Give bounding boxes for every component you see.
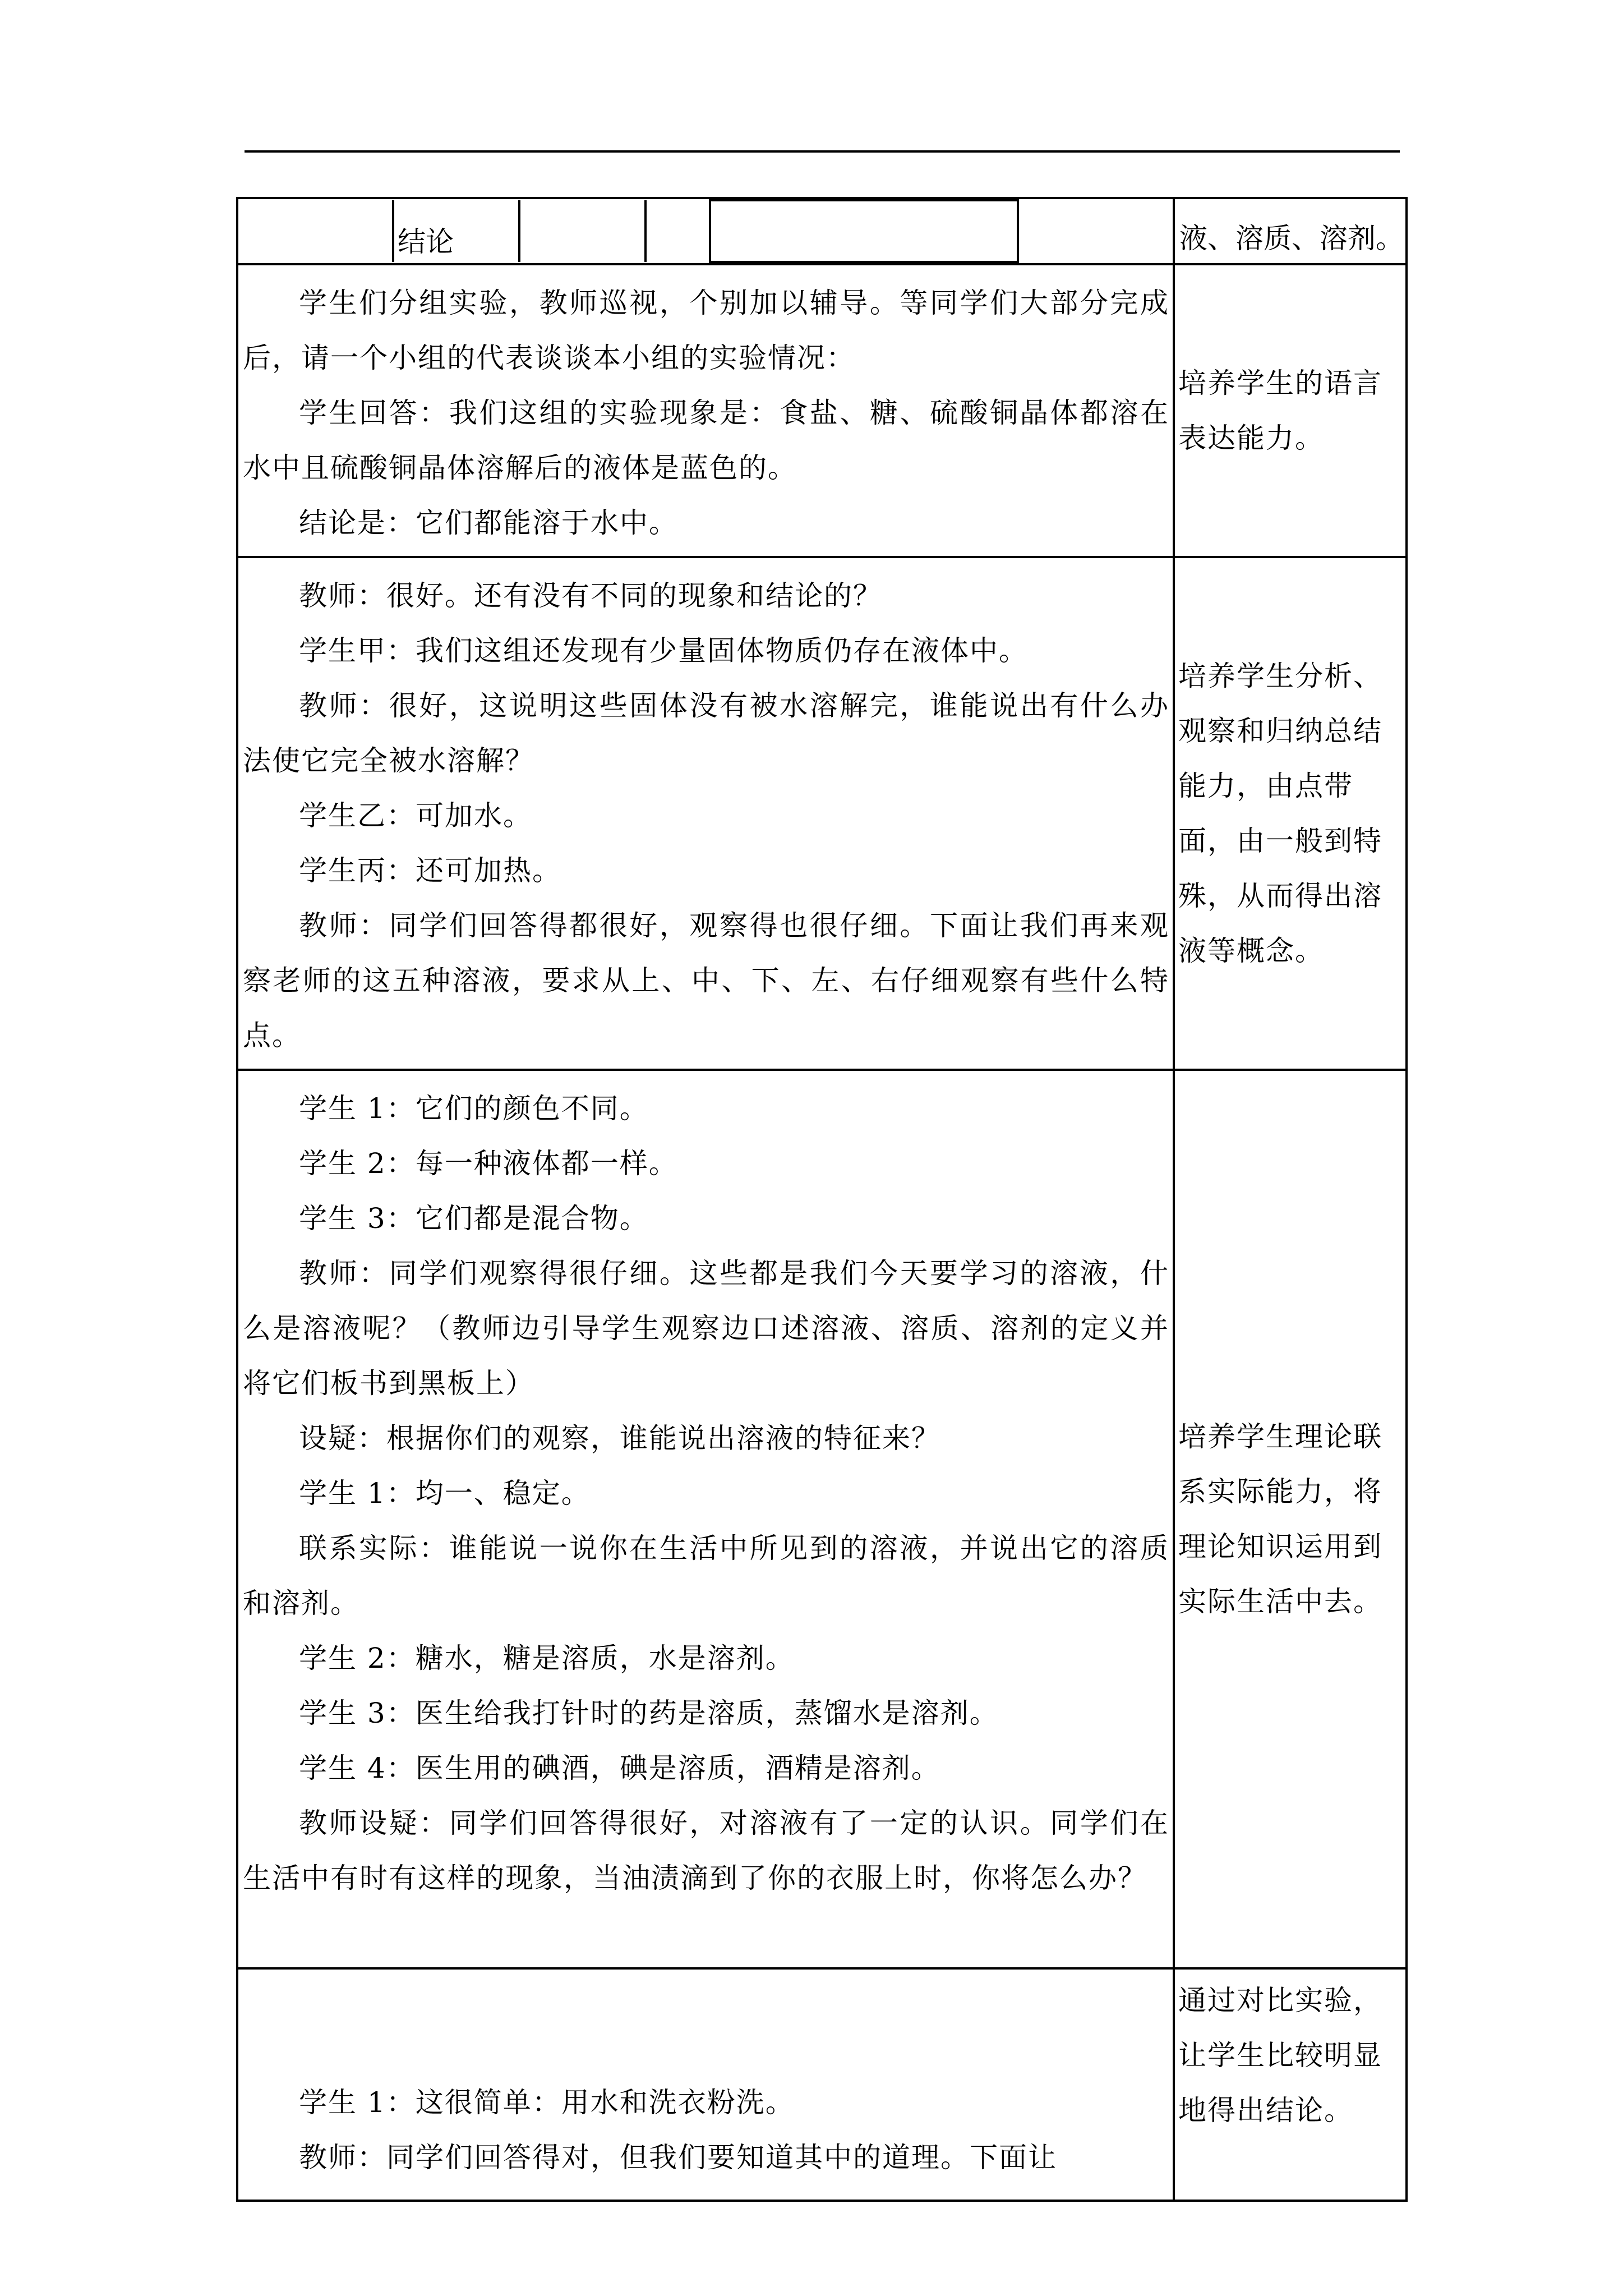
paragraph: 教师：同学们回答得都很好，观察得也很仔细。下面让我们再来观察老师的这五种溶液，要求从上、中、下、左、右仔细观察有些什么特点。 [243,909,1169,1052]
paragraph: 学生 2：每一种液体都一样。 [299,1147,678,1180]
paragraph: 学生 2：糖水，糖是溶质，水是溶剂。 [299,1642,795,1674]
main-cell [237,1968,1174,2201]
paragraph: 教师：很好，这说明这些固体没有被水溶解完，谁能说出有什么办法使它完全被水溶解？ [243,689,1169,777]
table-row [237,557,1407,1070]
paragraph: 联系实际：谁能说一说你在生活中所见到的溶液，并说出它的溶质和溶剂。 [243,1532,1169,1619]
paragraph: 学生 1：它们的颜色不同。 [299,1092,649,1125]
conclusion-cell [237,198,1174,264]
side-note-cell [1174,1070,1407,1968]
paragraph: 学生回答：我们这组的实验现象是：食盐、糖、硫酸铜晶体都溶在水中且硫酸铜晶体溶解后的液体是蓝色的。 [243,397,1169,484]
paragraph: 结论是：它们都能溶于水中。 [299,507,678,539]
side-note: 培养学生理论联系实际能力，将理论知识运用到实际生活中去。 [1178,1420,1382,1618]
main-cell [237,1070,1174,1968]
side-note-cell [1174,557,1407,1070]
paragraph: 教师：很好。还有没有不同的现象和结论的？ [299,579,882,612]
side-note: 培养学生分析、观察和归纳总结能力，由点带面，由一般到特殊，从而得出溶液等概念。 [1178,660,1382,967]
conclusion-subtable [238,199,1173,263]
blank-cell [710,200,1018,262]
side-note-cell [1174,264,1407,557]
paragraph: 教师设疑：同学们回答得很好，对溶液有了一定的认识。同学们在生活中有时有这样的现象，当油渍滴到了你的衣服上时，你将怎么办？ [243,1807,1169,1894]
blank-cell [645,200,710,262]
paragraph: 学生 1：这很简单：用水和洗衣粉洗。 [299,2086,795,2119]
side-note: 培养学生的语言表达能力。 [1178,367,1382,454]
table-row-conclusion [237,198,1407,264]
paragraph: 设疑：根据你们的观察，谁能说出溶液的特征来？ [299,1422,940,1455]
paragraph: 学生丙：还可加热。 [299,854,561,887]
paragraph: 教师：同学们回答得对，但我们要知道其中的道理。下面让 [299,2141,1057,2174]
table-row [237,1070,1407,1968]
conclusion-label: 结论 [393,200,519,262]
side-note-cell: 液、溶质、溶剂。 [1174,198,1407,264]
lesson-table [236,197,1408,2202]
paragraph: 学生甲：我们这组还发现有少量固体物质仍存在液体中。 [299,634,1028,667]
blank-cell [519,200,645,262]
blank-cell [1018,200,1173,262]
header-rule [245,150,1400,153]
paragraph: 学生 4：医生用的碘酒，碘是溶质，酒精是溶剂。 [299,1752,940,1784]
main-cell [237,264,1174,557]
blank-cell [238,200,393,262]
paragraph: 学生 3：它们都是混合物。 [299,1202,649,1235]
paragraph: 教师：同学们观察得很仔细。这些都是我们今天要学习的溶液，什么是溶液呢？（教师边引导学生观察边口述溶液、溶质、溶剂的定义并将它们板书到黑板上） [243,1257,1169,1400]
table-row [237,264,1407,557]
main-cell [237,557,1174,1070]
side-note-cell [1174,1968,1407,2201]
paragraph: 学生们分组实验，教师巡视，个别加以辅导。等同学们大部分完成后，请一个小组的代表谈谈本小组的实验情况： [243,287,1169,374]
paragraph: 学生乙：可加水。 [299,799,532,832]
paragraph: 学生 3：医生给我打针时的药是溶质，蒸馏水是溶剂。 [299,1697,999,1729]
side-note: 通过对比实验，让学生比较明显地得出结论。 [1178,1984,1382,2127]
table-row [237,1968,1407,2201]
paragraph: 学生 1：均一、稳定。 [299,1477,591,1510]
